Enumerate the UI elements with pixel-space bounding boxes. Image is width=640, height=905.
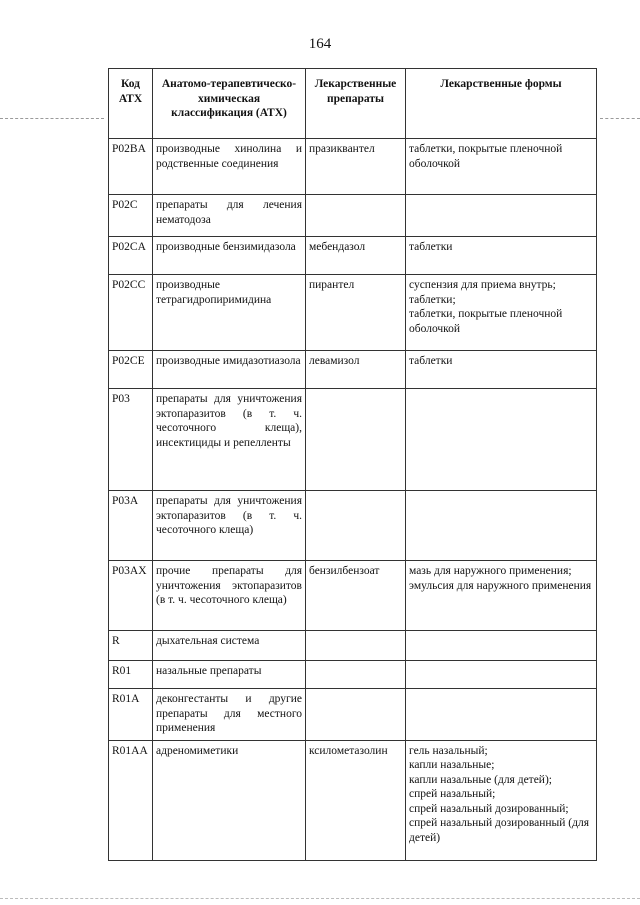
dosage-forms-cell [406,351,597,389]
dosage-form-line: спрей назальный дозированный; [409,802,569,815]
table-row [109,689,597,741]
atc-code-cell: R01AA [109,740,153,860]
left-margin-line [0,118,104,119]
table-body [109,139,597,861]
drug-cell: празиквантел [306,139,406,195]
dosage-forms-cell [406,631,597,661]
dosage-forms-cell [406,195,597,237]
classification-cell: дыхательная система [153,631,306,661]
table-row [109,139,597,195]
atc-code-cell: P03A [109,491,153,561]
dosage-form-line: таблетки, покрытые пленочной оболочкой [409,308,563,335]
atc-code-cell: R01A [109,689,153,741]
table-row [109,237,597,275]
header-classification: Анатомо-терапевтическо-химическая классификация (АТХ) [153,69,306,139]
header-drugs: Лекарственные препараты [306,69,406,139]
drug-cell: пирантел [306,275,406,351]
drug-cell: мебендазол [306,237,406,275]
table-row [109,195,597,237]
atc-code-cell: P02C [109,195,153,237]
right-margin-line [600,118,640,119]
classification-cell: адреномиметики [153,740,306,860]
dosage-forms-cell [406,389,597,491]
drug-cell [306,661,406,689]
table-row [109,661,597,689]
page-number: 164 [308,36,332,52]
dosage-form-line: капли назальные; [409,759,495,771]
atc-code-cell: P02BA [109,139,153,195]
dosage-form-line: гель назальный; [409,744,488,757]
atc-code-cell: P02CE [109,351,153,389]
table-header-row [109,69,597,139]
classification-cell: производные бензимидазола [153,237,306,275]
dosage-form-line: таблетки [409,241,453,253]
dosage-forms-cell [406,740,597,860]
dosage-form-line: таблетки, покрытые пленочной оболочкой [409,143,563,170]
header-code: Код АТХ [109,69,153,139]
table-row [109,561,597,631]
table-row [109,631,597,661]
dosage-form-line: мазь для наружного применения; [409,565,572,577]
dosage-form-line: суспензия для приема внутрь; [409,279,556,291]
dosage-forms-cell [406,139,597,195]
dosage-forms-cell [406,689,597,741]
classification-cell: производные тетрагидропиримидина [153,275,306,351]
atc-code-cell: P03 [109,389,153,491]
atc-code-cell: P03AX [109,561,153,631]
dosage-form-line: спрей назальный; [409,788,496,800]
dosage-forms-cell [406,491,597,561]
table-row [109,491,597,561]
table-row [109,389,597,491]
dosage-form-line: таблетки [409,355,453,367]
dosage-forms-cell [406,561,597,631]
table-row [109,740,597,860]
drug-cell [306,195,406,237]
dosage-form-line: капли назальные (для детей); [409,773,552,786]
dosage-forms-cell [406,237,597,275]
drug-cell: бензилбензоат [306,561,406,631]
classification-cell: препараты для уничтожения эктопаразитов (в т. ч. чесоточного клеща) [153,491,306,561]
classification-cell: деконгестанты и другие препараты для местного применения [153,689,306,741]
drug-cell [306,389,406,491]
atc-code-cell: P02CC [109,275,153,351]
header-forms: Лекарственные формы [406,69,597,139]
table-row [109,275,597,351]
drug-cell [306,491,406,561]
atc-code-cell: R [109,631,153,661]
classification-cell: препараты для уничтожения эктопаразитов (в т. ч. чесоточного клеща), инсектициды и репелленты [153,389,306,491]
drug-cell [306,631,406,661]
bottom-margin-line [0,898,640,899]
classification-cell: производные хинолина и родственные соединения [153,139,306,195]
dosage-forms-cell [406,275,597,351]
drug-cell [306,689,406,741]
classification-cell: назальные препараты [153,661,306,689]
drug-cell: ксилометазолин [306,740,406,860]
classification-cell: препараты для лечения нематодоза [153,195,306,237]
dosage-form-line: таблетки; [409,293,456,306]
dosage-form-line: эмульсия для наружного применения [409,579,592,592]
dosage-forms-cell [406,661,597,689]
atc-table [108,68,597,861]
classification-cell: прочие препараты для уничтожения эктопаразитов (в т. ч. чесоточного клеща) [153,561,306,631]
atc-code-cell: P02CA [109,237,153,275]
atc-code-cell: R01 [109,661,153,689]
classification-cell: производные имидазотиазола [153,351,306,389]
table-row [109,351,597,389]
drug-cell: левамизол [306,351,406,389]
dosage-form-line: спрей назальный дозированный (для детей) [409,817,589,844]
